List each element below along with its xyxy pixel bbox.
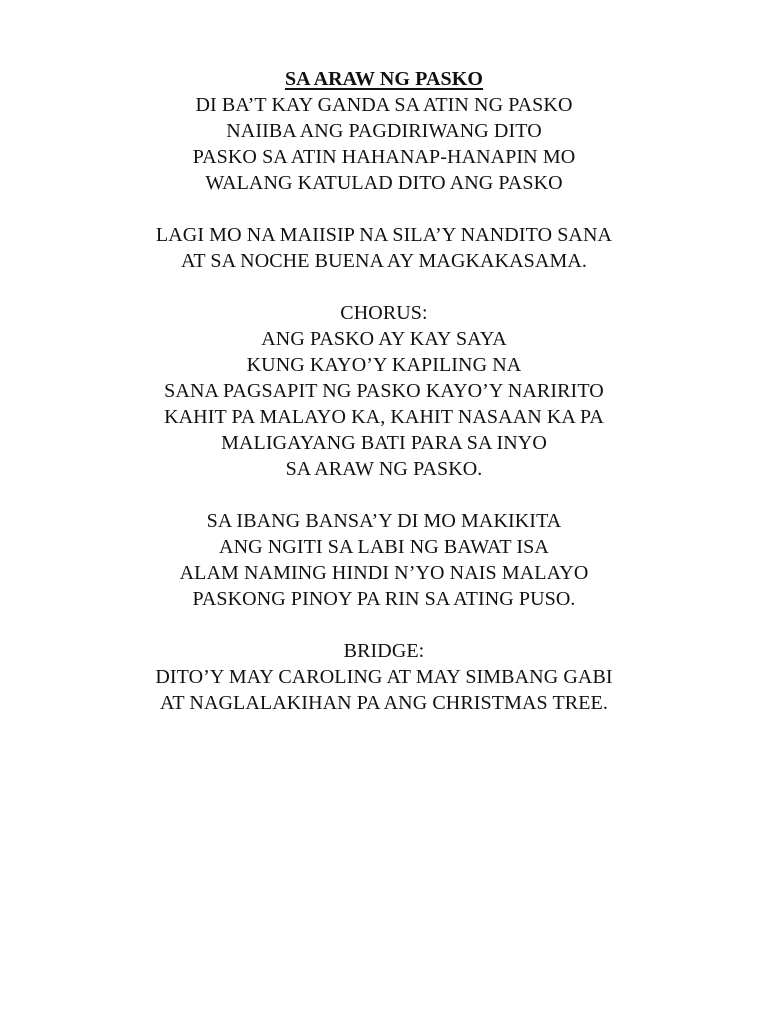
- chorus-line-3: SANA PAGSAPIT NG PASKO KAYO’Y NARIRITO: [164, 380, 604, 402]
- chorus: [0, 300, 768, 482]
- chorus-line-5: MALIGAYANG BATI PARA SA INYO: [221, 432, 547, 454]
- chorus-line-2: KUNG KAYO’Y KAPILING NA: [246, 354, 522, 376]
- lyrics-page: [0, 66, 768, 742]
- chorus-label: CHORUS:: [340, 302, 428, 324]
- verse-1-line-2: NAIIBA ANG PAGDIRIWANG DITO: [226, 120, 542, 142]
- verse-3-line-3: ALAM NAMING HINDI N’YO NAIS MALAYO: [179, 562, 589, 584]
- bridge-label: BRIDGE:: [343, 640, 425, 662]
- verse-2-line-2: AT SA NOCHE BUENA AY MAGKAKASAMA.: [181, 250, 587, 272]
- verse-3-line-4: PASKONG PINOY PA RIN SA ATING PUSO.: [192, 588, 576, 610]
- verse-1-line-4: WALANG KATULAD DITO ANG PASKO: [205, 172, 563, 194]
- bridge: [0, 638, 768, 716]
- song-title: SA ARAW NG PASKO: [284, 68, 484, 90]
- verse-1-line-1: DI BA’T KAY GANDA SA ATIN NG PASKO: [195, 94, 573, 116]
- verse-2-line-1: LAGI MO NA MAIISIP NA SILA’Y NANDITO SANA: [155, 224, 613, 246]
- verse-1-line-3: PASKO SA ATIN HAHANAP-HANAPIN MO: [192, 146, 576, 168]
- verse-3: [0, 508, 768, 612]
- chorus-line-1: ANG PASKO AY KAY SAYA: [261, 328, 507, 350]
- chorus-line-4: KAHIT PA MALAYO KA, KAHIT NASAAN KA PA: [164, 406, 604, 428]
- verse-3-line-2: ANG NGITI SA LABI NG BAWAT ISA: [219, 536, 549, 558]
- verse-3-line-1: SA IBANG BANSA’Y DI MO MAKIKITA: [206, 510, 562, 532]
- verse-1: [0, 66, 768, 196]
- chorus-line-6: SA ARAW NG PASKO.: [285, 458, 483, 480]
- verse-2: [0, 222, 768, 274]
- bridge-line-2: AT NAGLALAKIHAN PA ANG CHRISTMAS TREE.: [160, 692, 608, 714]
- bridge-line-1: DITO’Y MAY CAROLING AT MAY SIMBANG GABI: [155, 666, 613, 688]
